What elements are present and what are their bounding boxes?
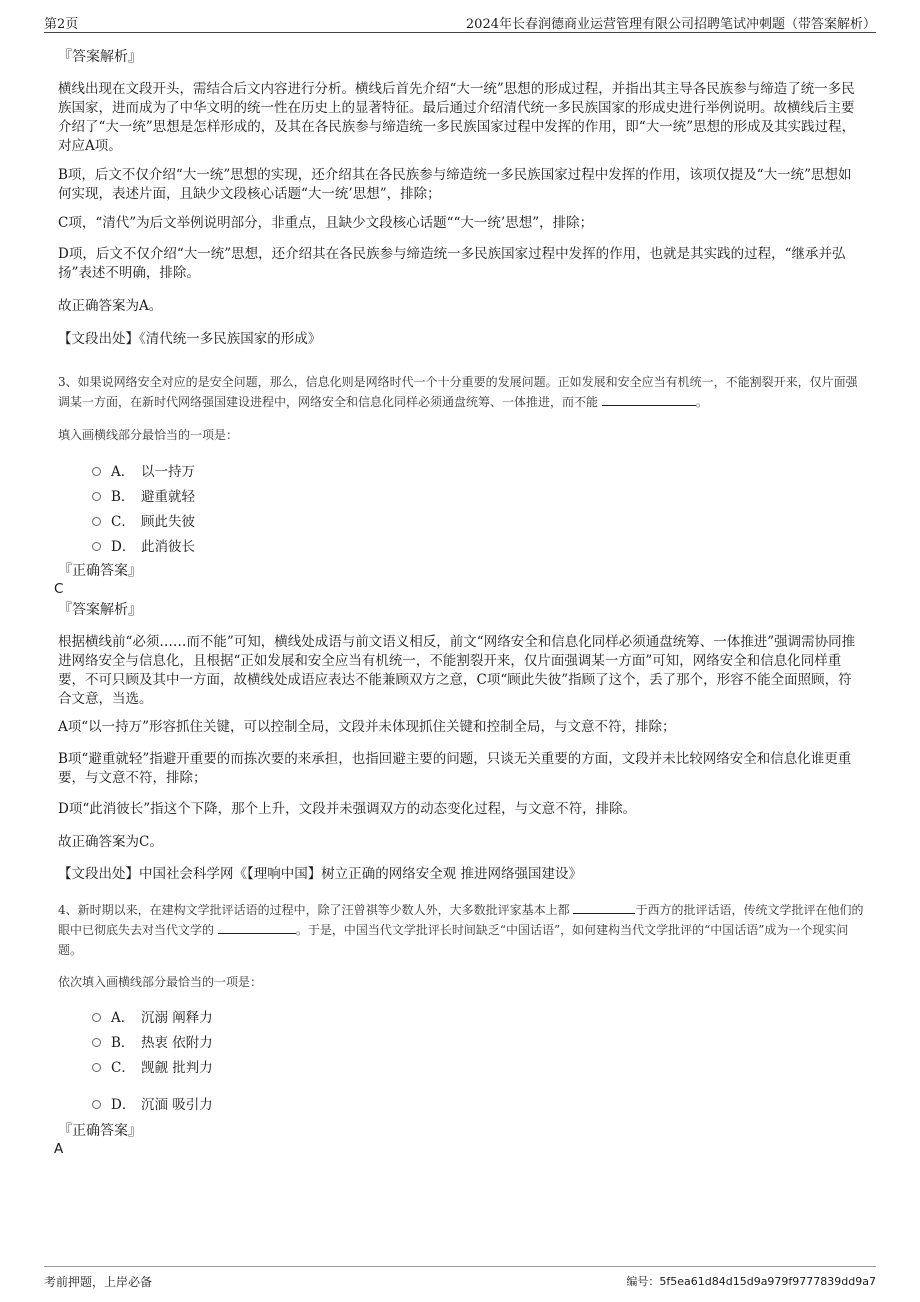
option-text: 热衷 依附力 [141,1034,213,1051]
option-letter: C． [111,513,135,530]
radio-icon[interactable] [92,1013,101,1022]
option-letter: C． [111,1059,135,1076]
radio-icon[interactable] [92,1063,101,1072]
q4-stem-text-b: 于西方的批评话语，传统文学批评在他们的眼中已彻底失去对当代文学的 [58,903,864,937]
radio-icon[interactable] [92,542,101,551]
q4-option-a[interactable] [92,1003,213,1028]
document-code: 编号：5f5ea61d84d15d9a979f9777839dd9a7 [626,1275,876,1288]
q2-analysis-p3: C项，“清代”为后文举例说明部分，非重点，且缺少文段核心话题““大一统’思想”，排除； [58,215,594,231]
q4-options [92,1003,213,1115]
page-number: 第2页 [44,17,79,32]
q2-analysis-p2: B项，后文不仅介绍“大一统”思想的实现，还介绍其在各民族参与缔造统一多民族国家过程中发挥的作用，该项仅提及“大一统”思想如何实现，表述片面，且缺少文段核心话题“大一统’思想”，排除； [58,167,852,202]
q3-correct-answer: C [54,581,64,597]
q4-blank-1 [573,901,635,914]
page-header [44,10,876,33]
option-text: 沉溺 阐释力 [141,1009,213,1026]
radio-icon[interactable] [92,492,101,501]
option-letter: B． [111,1034,135,1051]
page-footer [44,1266,876,1291]
q3-stem-end: 。 [695,395,708,409]
option-text: 顾此失彼 [141,513,195,530]
radio-icon[interactable] [92,1100,101,1109]
document-title: 2024年长春润德商业运营管理有限公司招聘笔试冲刺题（带答案解析） [465,17,876,32]
q3-option-a[interactable] [92,457,195,482]
q4-stem-text-c: 。于是，中国当代文学批评长时间缺乏“中国话语”，如何建构当代文学批评的“中国话语”成为一个现实问题。 [58,923,849,957]
q3-stem [58,372,864,412]
q2-analysis-label: 『答案解析』 [58,49,142,65]
q2-analysis-p1: 横线出现在文段开头，需结合后文内容进行分析。横线后首先介绍“大一统”思想的形成过程，并指出其主导各民族参与缔造了统一多民族国家，进而成为了中华文明的统一性在历史上的显著特征。最后通过介绍清代统一多民族国家的形成史进行举例说明。故横线后主要介绍了“大一统”思想是怎样形成的，及其在各民族参与缔造统一多民族国家过程中发挥的作用，即“大一统”思想的形成及其实践过程，对应A项。 [58,81,856,154]
q2-analysis-p4: D项，后文不仅介绍“大一统”思想，还介绍其在各民族参与缔造统一多民族国家过程中发挥的作用，也就是其实践的过程，“继承并弘扬”表述不明确，排除。 [58,246,846,281]
q3-analysis-p1: 根据横线前“必须……而不能”可知，横线处成语与前文语义相反，前文“网络安全和信息化同样必须通盘统筹、一体推进”强调需协同推进网络安全与信息化，且根据“正如发展和安全应当有机统一，不能割裂开来，仅片面强调某一方面”可知，网络安全和信息化同样重要，不可只顾及其中一方面，故横线处成语应表达不能兼顾双方之意，C项“顾此失彼”指顾了这个，丢了那个，形容不能全面照顾，符合文意，当选。 [58,634,856,707]
q4-prompt: 依次填入画横线部分最恰当的一项是： [58,975,263,989]
q3-blank [602,393,696,406]
option-letter: D． [111,1096,136,1113]
q3-source: 【文段出处】中国社会科学网《【理响中国】树立正确的网络安全观 推进网络强国建设》 [58,866,583,882]
option-text: 此消彼长 [141,538,195,555]
footer-slogan: 考前押题，上岸必备 [44,1275,153,1289]
radio-icon[interactable] [92,517,101,526]
q3-options [92,457,195,557]
option-text: 觊觎 批判力 [141,1059,213,1076]
q4-correct-label: 『正确答案』 [58,1123,142,1139]
q4-option-b[interactable] [92,1028,213,1053]
option-letter: A． [111,1009,135,1026]
q4-stem-text-a: 4、新时期以来，在建构文学批评话语的过程中，除了汪曾祺等少数人外，大多数批评家基本上都 [58,903,570,917]
q3-option-b[interactable] [92,482,195,507]
option-text: 以一持万 [141,463,195,480]
q2-answer: 故正确答案为A。 [58,298,163,314]
option-letter: D． [111,538,136,555]
q3-correct-label: 『正确答案』 [58,563,142,579]
radio-icon[interactable] [92,467,101,476]
q3-analysis-p4: D项“此消彼长”指这个下降，那个上升，文段并未强调双方的动态变化过程，与文意不符，排除。 [58,801,637,817]
q2-source: 【文段出处】《清代统一多民族国家的形成》 [58,331,322,347]
q3-analysis-p2: A项“以一持万”形容抓住关键，可以控制全局，文段并未体现抓住关键和控制全局，与文意不符，排除； [58,719,676,735]
q3-answer: 故正确答案为C。 [58,834,163,850]
option-letter: A． [111,463,135,480]
q3-stem-text: 3、如果说网络安全对应的是安全问题，那么，信息化则是网络时代一个十分重要的发展问题。正如发展和安全应当有机统一，不能割裂开来，仅片面强调某一方面，在新时代网络强国建设进程中，网络安全和信息化同样必须通盘统筹、一体推进，而不能 [58,375,858,409]
q3-option-c[interactable] [92,507,195,532]
q3-analysis-p3: B项“避重就轻”指避开重要的而拣次要的来承担，也指回避主要的问题，只谈无关重要的方面，文段并未比较网络安全和信息化谁更重要，与文意不符，排除； [58,751,852,786]
option-letter: B． [111,488,135,505]
radio-icon[interactable] [92,1038,101,1047]
q4-option-d[interactable] [92,1090,213,1115]
q3-option-d[interactable] [92,532,195,557]
q4-correct-answer: A [54,1141,64,1157]
q3-analysis-label: 『答案解析』 [58,602,142,618]
q4-blank-2 [218,921,296,934]
option-text: 沉湎 吸引力 [141,1096,213,1113]
q4-option-c[interactable] [92,1053,213,1078]
q4-stem [58,900,868,960]
option-text: 避重就轻 [141,488,195,505]
q3-prompt: 填入画横线部分最恰当的一项是： [58,428,239,442]
